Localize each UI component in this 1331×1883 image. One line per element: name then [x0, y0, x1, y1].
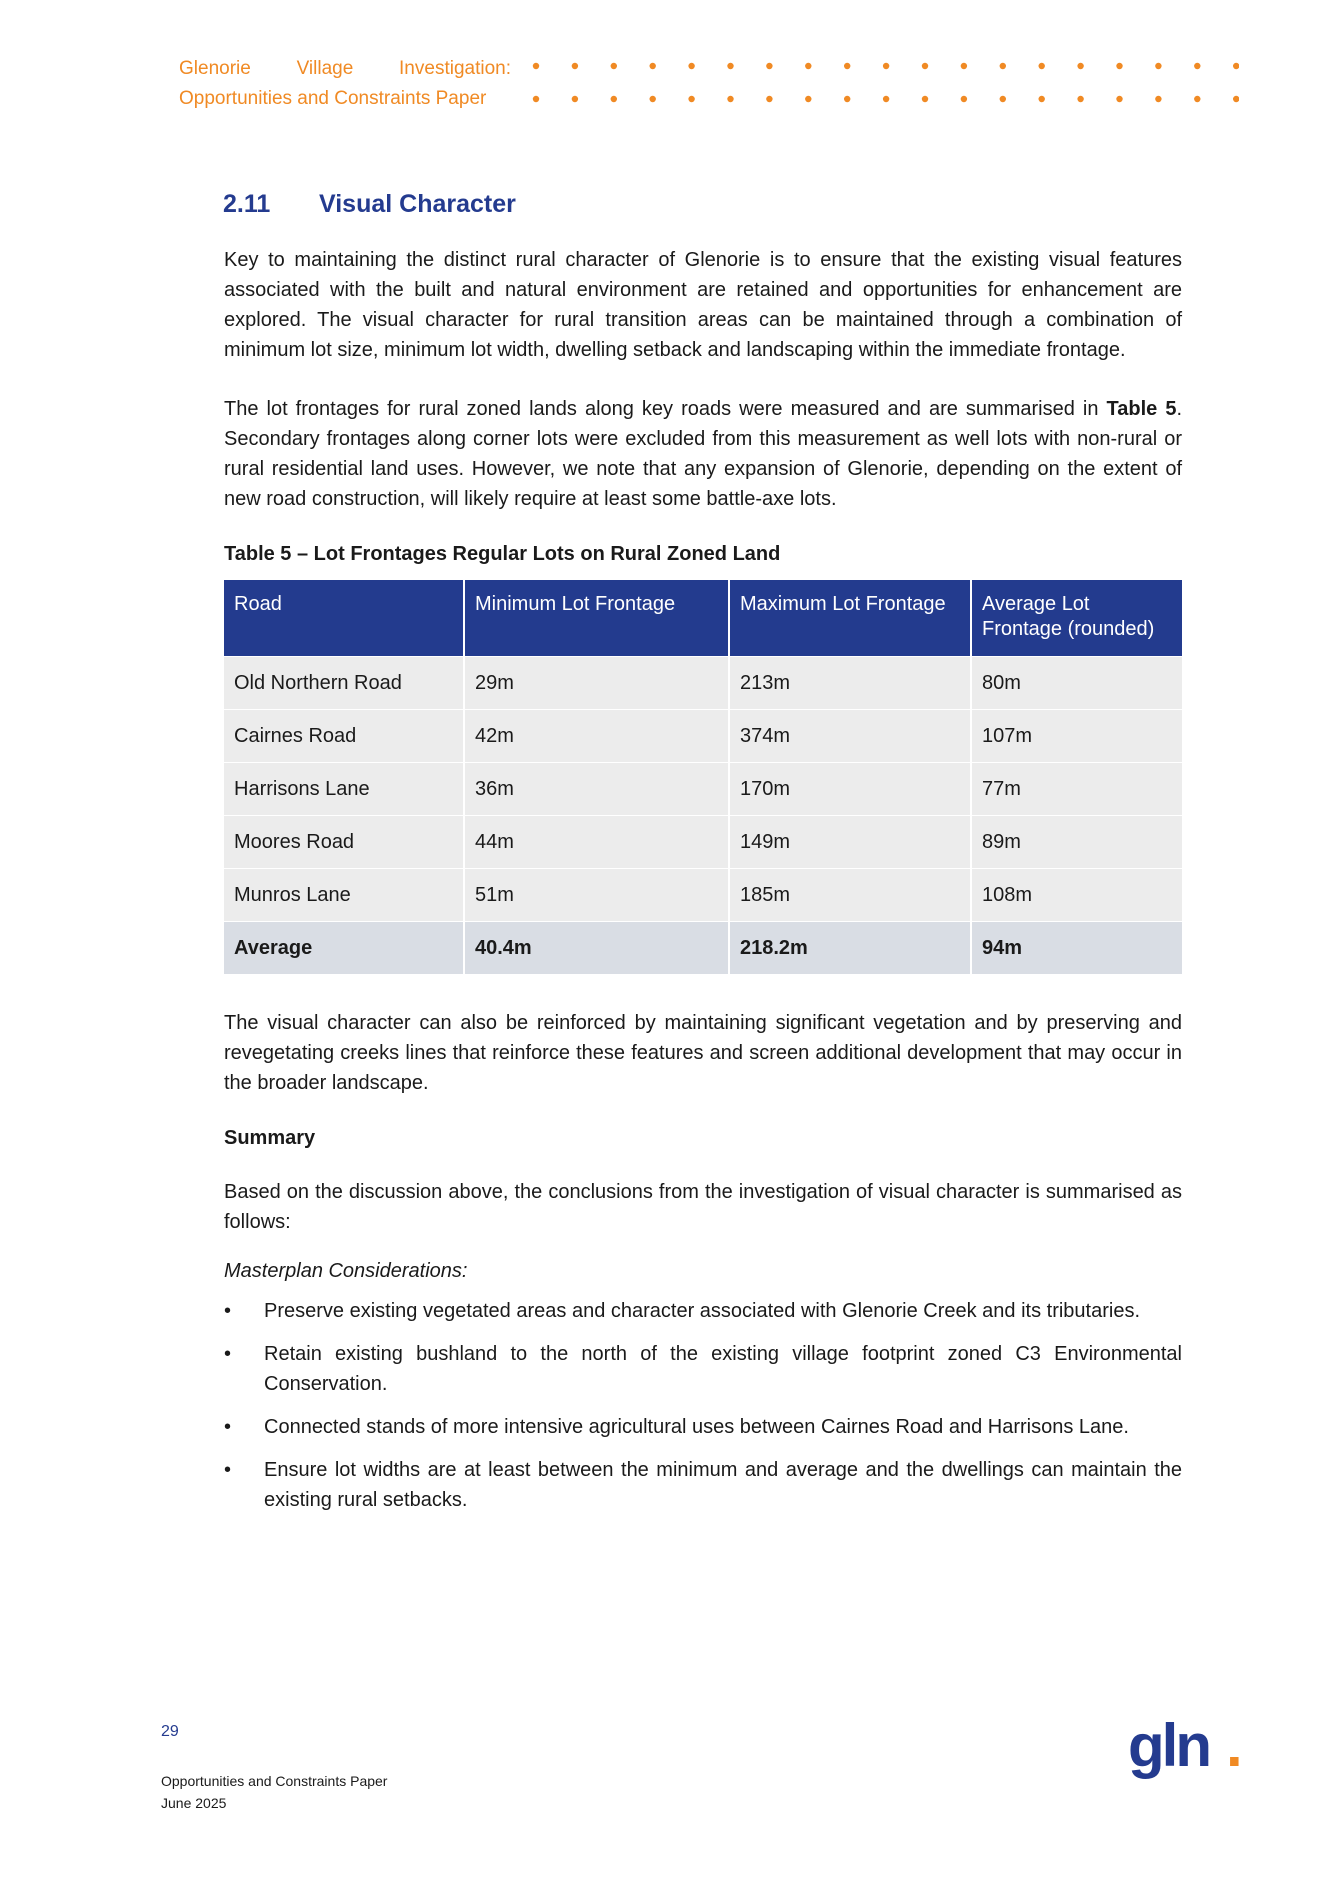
- section-heading: [223, 190, 1182, 219]
- table-cell: 94m: [971, 922, 1182, 975]
- footer-date: June 2025: [161, 1795, 227, 1811]
- footer-doc-title: Opportunities and Constraints Paper: [161, 1773, 388, 1789]
- paragraph-intro: Key to maintaining the distinct rural character of Glenorie is to ensure that the existing visual features associated with the built and natural environment are retained and opportunities for enhancement are explored. The visual character for rural transition areas can be maintained through a combination of minimum lot size, minimum lot width, dwelling setback and landscaping within the immediate frontage.: [224, 249, 1182, 361]
- header-dot: [1039, 63, 1045, 69]
- table-cell: 89m: [971, 816, 1182, 869]
- table-cell: Moores Road: [224, 816, 464, 869]
- header-dot: [727, 63, 733, 69]
- column-header: Minimum Lot Frontage: [464, 580, 729, 657]
- header-word: Investigation:: [399, 58, 511, 79]
- table-cell: Average: [224, 922, 464, 975]
- header-dot: [1039, 96, 1045, 102]
- header-line-1: [179, 54, 511, 84]
- table-cell: Munros Lane: [224, 869, 464, 922]
- header-dot: [766, 63, 772, 69]
- table-cell: Cairnes Road: [224, 710, 464, 763]
- table-cell: 374m: [729, 710, 971, 763]
- header-dot-pattern: [531, 54, 1239, 114]
- logo-dot: .: [1226, 1716, 1243, 1779]
- header-dot: [572, 63, 578, 69]
- header-dot: [1000, 63, 1006, 69]
- header-dot: [533, 96, 539, 102]
- table-cell: Harrisons Lane: [224, 763, 464, 816]
- section-number: 2.11: [223, 190, 271, 218]
- page-number: 29: [161, 1723, 179, 1740]
- list-item: • Ensure lot widths are at least between the minimum and average and the dwellings can maintain the existing rural setbacks.: [224, 1455, 1182, 1515]
- table-cell: 185m: [729, 869, 971, 922]
- header-dot: [961, 63, 967, 69]
- table-row: [224, 869, 1182, 922]
- header-dot: [883, 96, 889, 102]
- header-word: Glenorie: [179, 58, 251, 79]
- lot-frontage-table: [224, 580, 1182, 974]
- considerations-list: [224, 1296, 1182, 1515]
- table-cell: 218.2m: [729, 922, 971, 975]
- header-dot: [1116, 96, 1122, 102]
- table-caption: Table 5 – Lot Frontages Regular Lots on Rural Zoned Land: [224, 543, 781, 565]
- header-dot: [922, 96, 928, 102]
- header-dot: [883, 63, 889, 69]
- table-cell: 170m: [729, 763, 971, 816]
- summary-heading: Summary: [224, 1127, 316, 1149]
- masterplan-subheading: Masterplan Considerations:: [224, 1260, 468, 1282]
- paragraph-frontages: [224, 394, 1182, 514]
- header-word: Village: [296, 58, 354, 79]
- header-dot: [611, 63, 617, 69]
- table-reference: Table 5: [1106, 398, 1177, 420]
- column-header: Road: [224, 580, 464, 657]
- header-dot: [533, 63, 539, 69]
- paragraph-text: . Secondary frontages along corner lots were excluded from this measurement as well lots with non-rural or rural residential land uses. However, we note that any expansion of Glenorie, depending on the extent of new road construction, will likely require at least some battle-axe lots.: [224, 398, 1182, 510]
- header-dot: [922, 63, 928, 69]
- table-row: [224, 657, 1182, 710]
- table-cell: 80m: [971, 657, 1182, 710]
- table-cell: 40.4m: [464, 922, 729, 975]
- header-dot: [1155, 63, 1161, 69]
- list-item: • Retain existing bushland to the north of the existing village footprint zoned C3 Environmental Conservation.: [224, 1339, 1182, 1399]
- column-header: Average Lot Frontage (rounded): [971, 580, 1182, 657]
- summary-intro: Based on the discussion above, the conclusions from the investigation of visual character is summarised as follows:: [224, 1181, 1182, 1233]
- table-average-row: [224, 922, 1182, 975]
- header-dot: [650, 96, 656, 102]
- table-cell: 77m: [971, 763, 1182, 816]
- main-content: [224, 190, 1182, 1528]
- table-cell: Old Northern Road: [224, 657, 464, 710]
- header-title: [179, 54, 511, 114]
- table-cell: 44m: [464, 816, 729, 869]
- table-cell: 213m: [729, 657, 971, 710]
- header-dot: [1155, 96, 1161, 102]
- header-dot: [766, 96, 772, 102]
- column-header: Maximum Lot Frontage: [729, 580, 971, 657]
- page-header: [179, 54, 1239, 114]
- section-title: Visual Character: [319, 190, 516, 218]
- table-cell: 36m: [464, 763, 729, 816]
- header-dot: [1116, 63, 1122, 69]
- page-footer: [161, 1770, 387, 1814]
- table-cell: 42m: [464, 710, 729, 763]
- header-dot: [961, 96, 967, 102]
- header-dot: [1077, 63, 1083, 69]
- table-row: [224, 710, 1182, 763]
- logo-text: gln: [1128, 1716, 1209, 1779]
- header-dot: [844, 63, 850, 69]
- header-dot: [805, 96, 811, 102]
- gln-logo: [1128, 1716, 1248, 1786]
- header-dot: [1233, 96, 1239, 102]
- header-dot: [688, 96, 694, 102]
- header-dot: [611, 96, 617, 102]
- header-dot: [1194, 96, 1200, 102]
- header-dot: [805, 63, 811, 69]
- table-row: [224, 763, 1182, 816]
- header-dot: [650, 63, 656, 69]
- table-cell: 108m: [971, 869, 1182, 922]
- header-dot: [844, 96, 850, 102]
- header-dot: [688, 63, 694, 69]
- header-dot: [572, 96, 578, 102]
- table-header-row: [224, 580, 1182, 657]
- list-item: • Connected stands of more intensive agricultural uses between Cairnes Road and Harrisons Lane.: [224, 1412, 1182, 1442]
- table-cell: 149m: [729, 816, 971, 869]
- table-row: [224, 816, 1182, 869]
- header-dot: [1233, 63, 1239, 69]
- header-dot: [1194, 63, 1200, 69]
- table-cell: 51m: [464, 869, 729, 922]
- table-cell: 29m: [464, 657, 729, 710]
- header-dot: [727, 96, 733, 102]
- paragraph-text: The lot frontages for rural zoned lands along key roads were measured and are summarised in: [224, 398, 1107, 420]
- header-dot: [1000, 96, 1006, 102]
- table-cell: 107m: [971, 710, 1182, 763]
- paragraph-vegetation: The visual character can also be reinforced by maintaining significant vegetation and by preserving and revegetating creeks lines that reinforce these features and screen additional development that may occur in the broader landscape.: [224, 1012, 1182, 1094]
- list-item: • Preserve existing vegetated areas and character associated with Glenorie Creek and its tributaries.: [224, 1296, 1182, 1326]
- header-line-2: Opportunities and Constraints Paper: [179, 88, 487, 109]
- header-dot: [1077, 96, 1083, 102]
